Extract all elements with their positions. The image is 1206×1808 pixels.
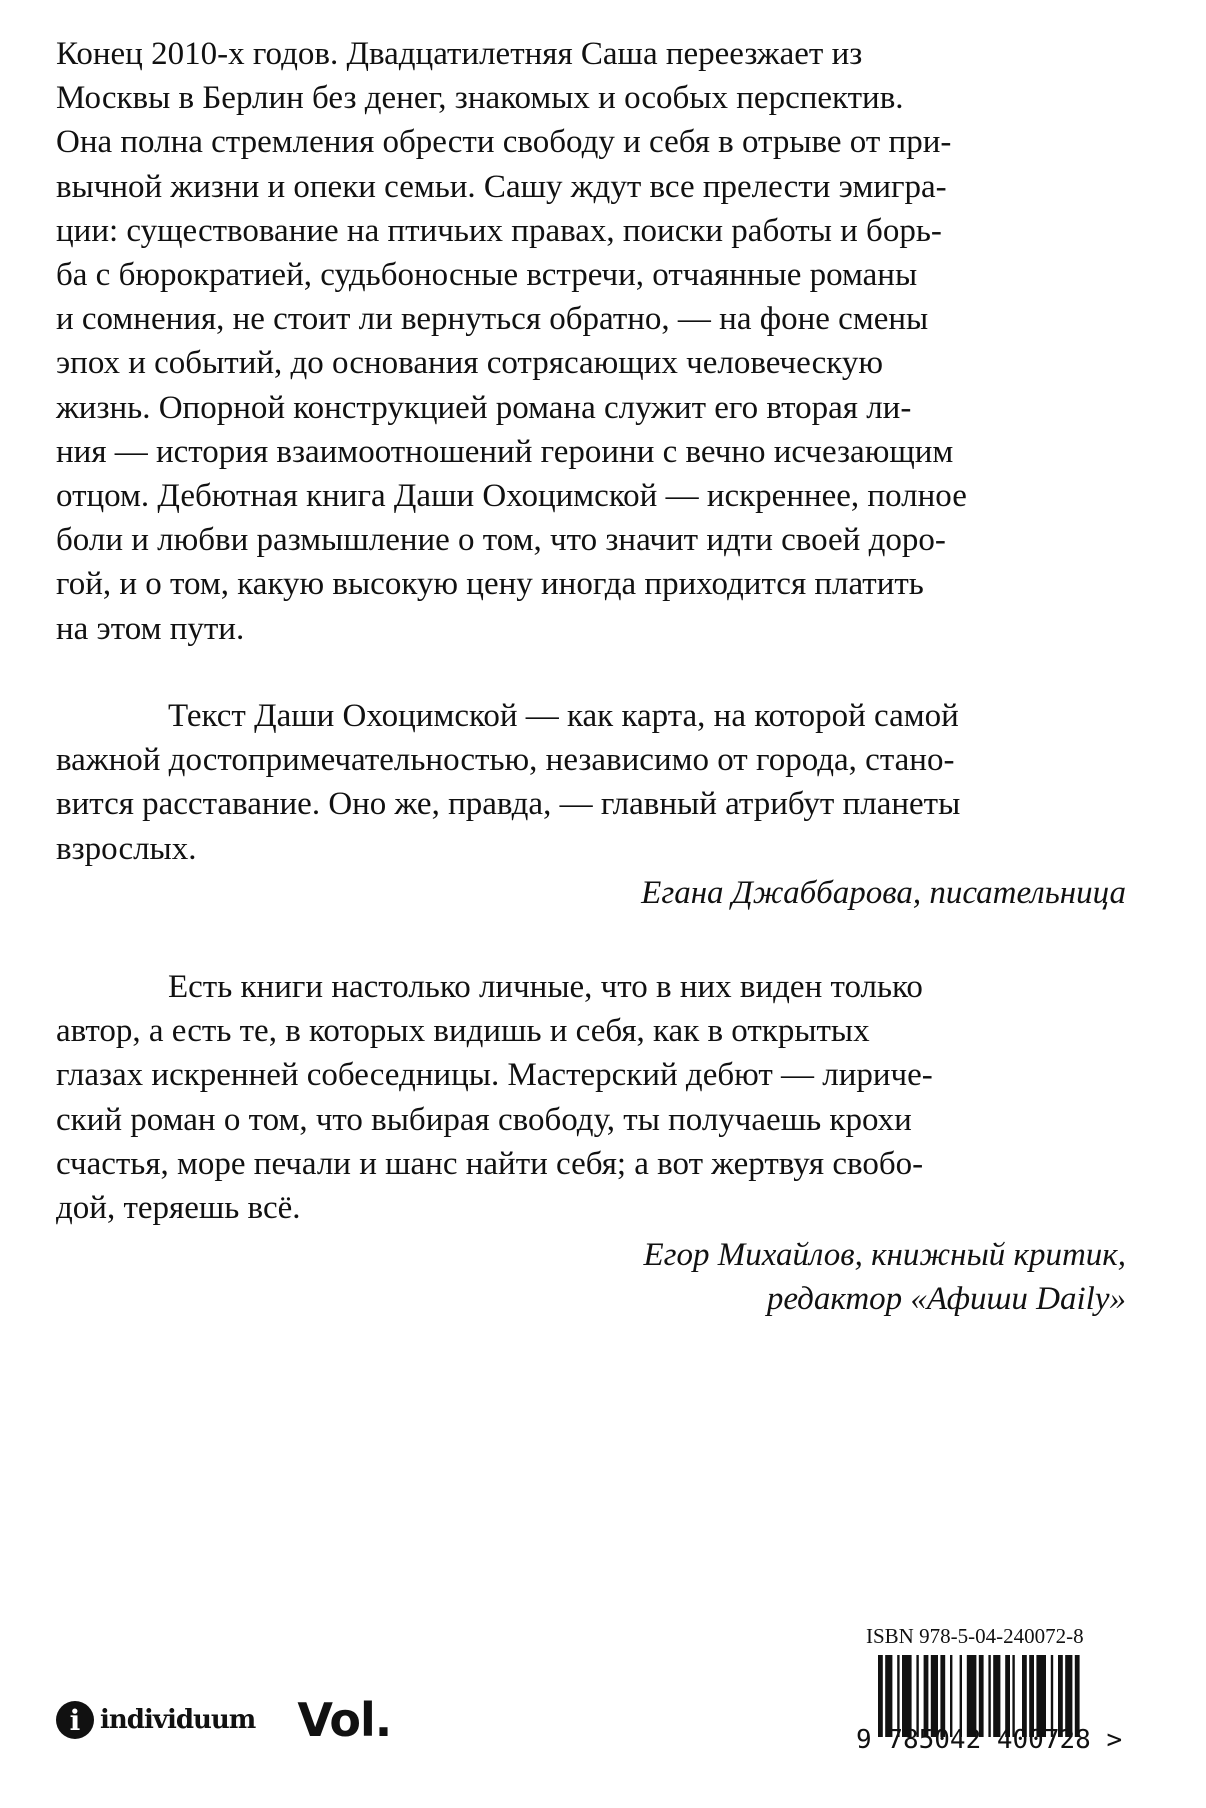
blurb-line: Конец 2010-х годов. Двадцатилетняя Саша переезжает из	[56, 36, 863, 72]
blurb-line: и сомнения, не стоит ли вернуться обратно, — на фоне смены	[56, 301, 929, 338]
blurb-line: ба с бюрократией, судьбоносные встречи, отчаянные романы	[56, 257, 918, 294]
individuum-logo-text: individuum	[100, 1705, 256, 1735]
main-blurb	[56, 32, 1136, 651]
quote-line: взрослых.	[56, 830, 197, 867]
blurb-line: Москвы в Берлин без денег, знакомых и особых перспектив.	[56, 80, 904, 117]
quote-line: дой, теряешь всё.	[56, 1190, 301, 1227]
blurb-line: эпох и событий, до основания сотрясающих человеческую	[56, 345, 883, 382]
blurb-line: на этом пути.	[56, 610, 245, 647]
vol-logo: Vol.	[297, 1693, 392, 1747]
blurb-line: ции: существование на птичьих правах, поиски работы и борь-	[56, 212, 942, 249]
quote-line: счастья, море печали и шанс найти себя; а вот жертвуя свобо-	[56, 1145, 924, 1182]
quote-line: важной достопримечательностью, независимо от города, стано-	[56, 742, 955, 779]
blurb-line: вычной жизни и опеки семьи. Сашу ждут все прелести эмигра-	[56, 168, 947, 205]
quote-line: вится расставание. Оно же, правда, — главный атрибут планеты	[56, 786, 961, 823]
blurb-line: жизнь. Опорной конструкцией романа служит его вторая ли-	[56, 389, 912, 426]
blurb-line: боли и любви размышление о том, что значит идти своей доро-	[56, 522, 946, 559]
quote-line: Текст Даши Охоцимской — как карта, на которой самой	[168, 698, 959, 734]
review-quote-1	[56, 694, 1136, 871]
publisher-logos	[56, 1690, 391, 1750]
quote-line: ский роман о том, что выбирая свободу, ты получаешь крохи	[56, 1101, 912, 1138]
barcode-digits: 9 785042 400728 >	[856, 1725, 1123, 1755]
quote-line: глазах искренней собеседницы. Мастерский дебют — лириче-	[56, 1057, 933, 1094]
attribution-line: Егор Михайлов, книжный критик,	[643, 1237, 1126, 1273]
quote-line: автор, а есть те, в которых видишь и себя, как в открытых	[56, 1013, 870, 1050]
isbn-label: ISBN 978-5-04-240072-8	[866, 1624, 1084, 1648]
blurb-line: ния — история взаимоотношений героини с вечно исчезающим	[56, 433, 954, 470]
blurb-line: Она полна стремления обрести свободу и себя в отрыве от при-	[56, 124, 952, 161]
quote-attribution-2	[643, 1233, 1126, 1321]
blurb-line: отцом. Дебютная книга Даши Охоцимской — искреннее, полное	[56, 478, 967, 515]
attribution-line: редактор «Афиши Daily»	[766, 1281, 1126, 1317]
quote-attribution-1	[641, 871, 1126, 915]
blurb-line: гой, и о том, какую высокую цену иногда приходится платить	[56, 566, 924, 603]
attribution-line: Егана Джаббарова, писательница	[641, 875, 1126, 911]
review-quote-2	[56, 965, 1136, 1230]
quote-line: Есть книги настолько личные, что в них виден только	[168, 969, 923, 1005]
individuum-logo-icon: i	[56, 1701, 94, 1739]
